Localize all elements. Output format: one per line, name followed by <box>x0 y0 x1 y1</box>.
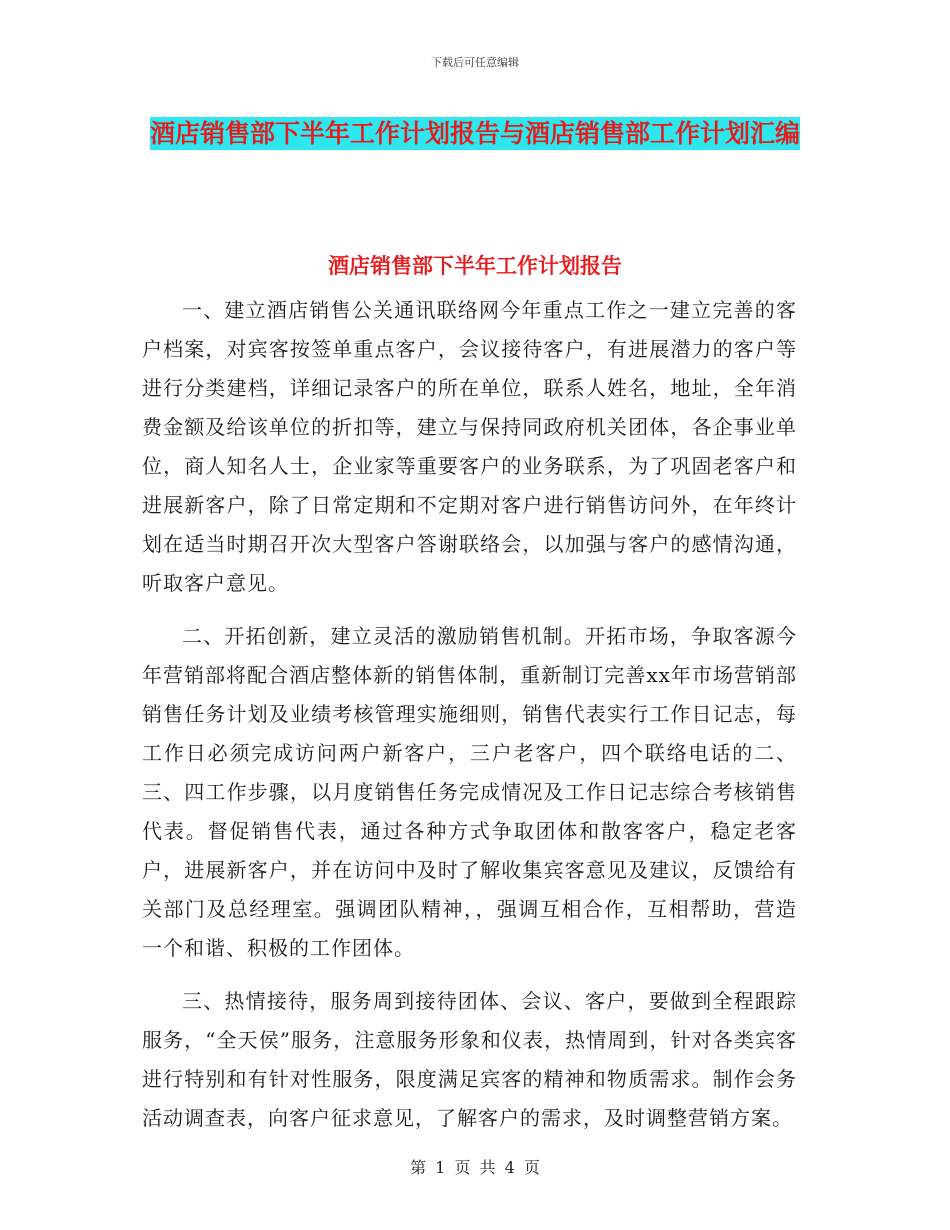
header-note: 下载后可任意编辑 <box>431 56 519 69</box>
page-footer: 第 1 页 共 4 页 <box>410 1158 540 1177</box>
document-title <box>150 112 800 156</box>
paragraph-1: 一、建立酒店销售公关通讯联络网今年重点工作之一建立完善的客户档案，对宾客按签单重点客户，会议接待客户，有进展潜力的客户等进行分类建档，详细记录客户的所在单位，联系人姓名，地址，全年消费金额及给该单位的折扣等，建立与保持同政府机关团体，各企事业单位，商人知名人士，企业家等重要客户的业务联系，为了巩固老客户和进展新客户，除了日常定期和不定期对客户进行销售访问外，在年终计划在适当时期召开次大型客户答谢联络会，以加强与客户的感情沟通，听取客户意见。 <box>142 298 797 595</box>
paragraph-2: 二、开拓创新，建立灵活的激励销售机制。开拓市场，争取客源今年营销部将配合酒店整体新的销售体制，重新制订完善xx年市场营销部销售任务计划及业绩考核管理实施细则，销售代表实行工作日记志，每工作日必须完成访问两户新客户，三户老客户，四个联络电话的二、三、四工作步骤，以月度销售任务完成情况及工作日记志综合考核销售代表。督促销售代表，通过各种方式争取团体和散客客户，稳定老客户，进展新客户，并在访问中及时了解收集宾客意见及建议，反馈给有关部门及总经理室。强调团队精神，，强调互相合作，互相帮助，营造一个和谐、积极的工作团体。 <box>142 624 797 960</box>
document-title-text: 酒店销售部下半年工作计划报告与酒店销售部工作计划汇编 <box>150 119 801 148</box>
section-title: 酒店销售部下半年工作计划报告 <box>328 254 622 278</box>
paragraph-3: 三、热情接待，服务周到接待团体、会议、客户，要做到全程跟踪服务，“全天侯”服务，注意服务形象和仪表，热情周到，针对各类宾客进行特别和有针对性服务，限度满足宾客的精神和物质需求。制作会务活动调查表，向客户征求意见，了解客户的需求，及时调整营销方案。 <box>142 989 797 1130</box>
document-body <box>142 291 797 1152</box>
